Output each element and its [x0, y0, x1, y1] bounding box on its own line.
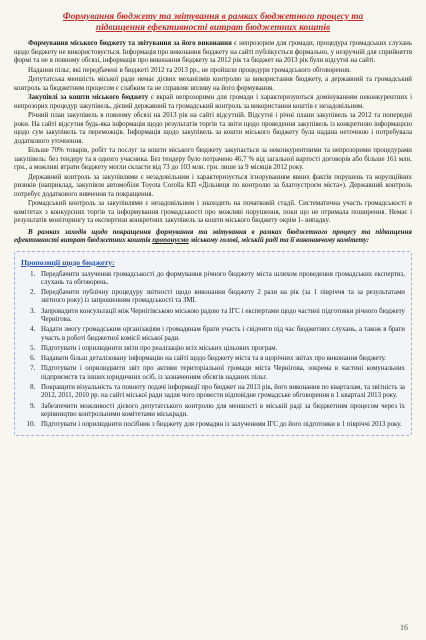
body-paragraph — [14, 174, 412, 200]
title-line-2: підвищення ефективності витрат бюджетних коштів — [95, 23, 331, 33]
body-paragraphs — [14, 40, 412, 226]
proposals-box — [14, 251, 412, 436]
proposal-item: 8. Покращити візуальність та повноту подачі інформації про бюджет на 2013 рік, його виконання по кварталам, та звітність за 2012, 2011, 2010 рр. на сайті міської ради задля чого провести відповідне громадське обговорення в 1 кварталі 2013 року. — [37, 384, 405, 401]
proposal-item: 7. Підготувати і оприлюднити звіт про активи територіальної громади міста Чернігова, зокрема в частині комунальних підприємств та інших юридичних осіб, із зазначенням обсягів наданих пільг. — [37, 365, 405, 382]
proposal-item: 4. Надати змогу громадським організаціям і громадянам брати участь і свідчити під час бюджетних слухань, а також в брати участь в роботі бюджетної комісії міської ради. — [37, 326, 405, 343]
paragraph-text: Державний контроль за закупівлями є незадовільним і характеризується ігноруванням явних фактів порушень та корупційних ризиків (наприклад, закупівля автомобіля Toyota Corolla КП «Дільниця по контролю за благоустроєм міста»). Державний контроль потребує додаткового вивчення та покращення. — [14, 173, 412, 198]
paragraph-text: Більше 70% товарів, робіт та послуг за кошти міського бюджету закупається за неконкурентними та непрозорими процедурами закупівель: без тендеру та в одного учасника. Без тендеру було потрачено 46,7 % від загальної вартості договорів або більше 161 млн. грн., а можливі втрати бюджету могли скласти від 73 до 103 млн. грн. лише за 9 місяців 2012 року. — [14, 147, 412, 171]
body-paragraph — [14, 67, 412, 76]
intro-underlined: пропонуємо — [152, 236, 189, 244]
page-title — [14, 12, 412, 34]
title-line-1: Формування бюджету та звітування в рамках бюджетного процесу та — [62, 12, 364, 22]
intro-suffix: міському голові, міській раді та її виконавчому комітету: — [188, 236, 370, 244]
proposal-item: 6. Надавати більш деталізовану інформацію на сайті щодо бюджету міста та в щорічних звітах про виконання бюджету. — [37, 355, 405, 363]
proposal-item: 2. Передбачити публічну процедуру звітності щодо виконання бюджету 2 рази на рік (за 1 півріччя та за результатами звітного року) із запрошенням громадськості та ЗМІ. — [37, 289, 405, 306]
proposals-list — [21, 271, 405, 430]
body-paragraph — [14, 40, 412, 66]
paragraph-lead: Формування міського бюджету та звітування за його виконання — [28, 40, 232, 47]
proposal-item: 5. Підготувати і оприлюднити звіти про реалізацію всіх міських цільових програм. — [37, 345, 405, 353]
body-paragraph — [14, 147, 412, 173]
paragraph-text: Депутатська меншість міської ради немає дієвих механізмів контролю за використання бюджету, а державний та громадський контроль за бюджетним процесом є слабким та не справляє впливу на його формування. — [14, 76, 412, 92]
paragraph-text: Річний план закупівель в повному обсязі на 2013 рік на сайті відсутній. Відсутні і річні плани закупівель за 2012 та попередні роки. На сайті відсутня будь-яка інформація щодо результатів торгів та звіти щодо проведення закупівель із конкретною інформацією щодо сум закупівель та переможців. Інформація щодо закупівель за кошти міського бюджету була надана неточною і потребувала додаткового уточнення. — [14, 112, 412, 145]
body-paragraph — [14, 76, 412, 93]
proposals-title: Пропозиції щодо бюджету: — [21, 257, 115, 267]
page-number: 16 — [400, 623, 408, 632]
body-paragraph — [14, 200, 412, 226]
intro-prefix: В рамках заходів щодо покращення формування та звітування в рамках бюджетного процесу та підвищення ефективності витрат бюджетних коштів — [14, 227, 412, 244]
paragraph-text: є вкрай непрозорими для громади і характеризуються домінуванням неконкурентних і непрозорих процедур закупівель, дієвий державний та громадський контроль за використання коштів є незадовільним. — [14, 94, 412, 110]
proposal-item: 10. Підготувати і оприлюднити посібник з бюджету для громадян із залученням ІГС до його підготовки в 1 півріччі 2013 року. — [37, 421, 405, 429]
proposal-item: 1. Передбачити залучення громадськості до формування річного бюджету міста шляхом проведення громадських експертиз, слухань та обговорень. — [37, 271, 405, 288]
paragraph-text: Надання пільг, які передбачені в бюджеті 2012 та 2013 рр., не пройшли процедури громадського обговорення. — [28, 66, 351, 74]
body-paragraph — [14, 94, 412, 111]
paragraph-lead: Закупівлі за кошти міського бюджету — [28, 94, 149, 101]
paragraph-text: Громадський контроль за закупівлями є незадовільним і знаходить на початковій стадії. Систематична участь громадськості в комітетах з конкурсних торгів та інформування громадськості про можливі порушення, поки що не отримала поширення. Немає і результатів моніторингу та експертизи конкретних закупівель за кошти міського бюджету окрім 1- випадку. — [14, 200, 412, 224]
paragraph-text: є непрозорим для громади, процедура громадських слухань щодо бюджету не використовується. Інформація про виконання бюджету на сайті публікується формально, у незручній для сприйняття формі та не в повному обсязі, інформація про виконання бюджету за 2012 рік та бюджет на 2013 рік були відсутні на сайті. — [14, 40, 412, 64]
intro-paragraph — [14, 228, 412, 245]
proposal-item: 3. Запровадити консультації між Чернігівською міською радою та ІГС і експертами щодо частині підготовки річного бюджету Чернігова. — [37, 308, 405, 325]
body-paragraph — [14, 112, 412, 146]
proposal-item: 9. Забезпечити можливості дієвого депутатського контролю для меншості в міській раді за бюджетним процесом через їх керівництво контрольними комітетами міськради. — [37, 403, 405, 420]
